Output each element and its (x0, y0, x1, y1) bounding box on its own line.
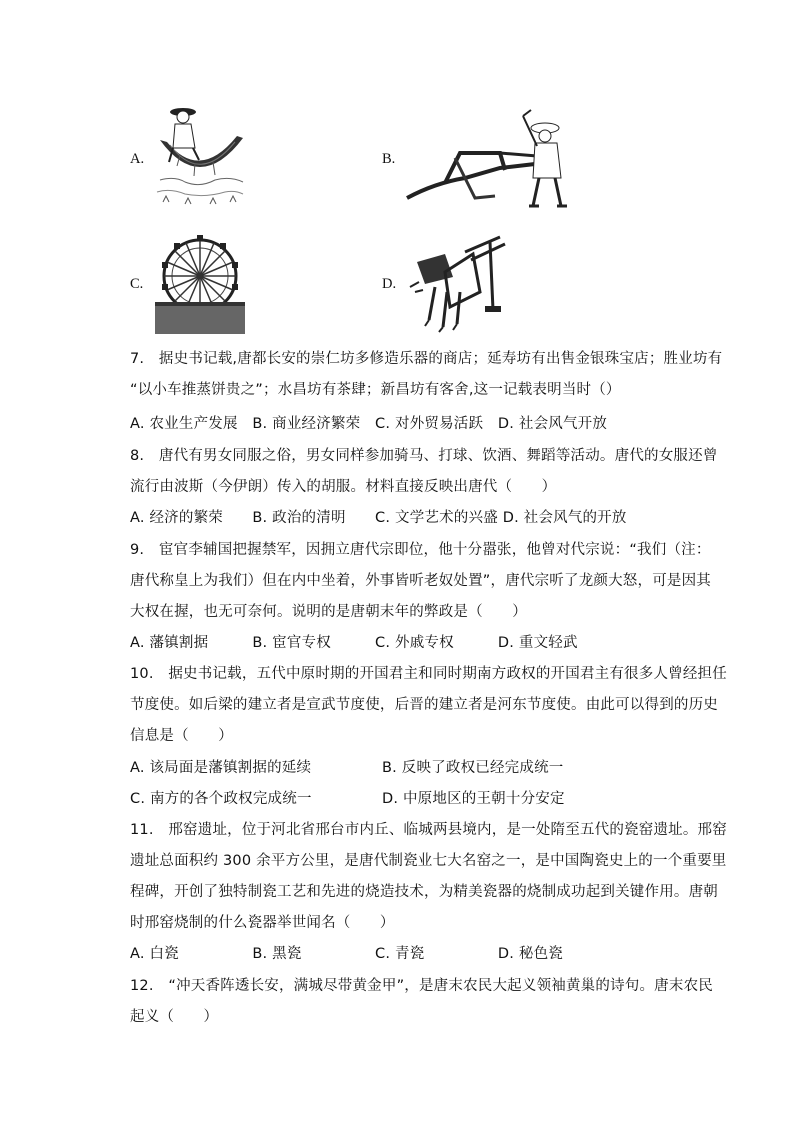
q8-text-line-2: 流行由波斯（今伊朗）传入的胡服。材料直接反映出唐代（ ） (130, 479, 557, 495)
q10-text-line-2: 节度使。如后梁的建立者是宣武节度使，后晋的建立者是河东节度使。由此可以得到的历史 (130, 697, 718, 713)
q11-text-line-4: 时邢窑烧制的什么瓷器举世闻名（ ） (130, 915, 395, 931)
q11-text-line-1: 11. 邢窑遗址，位于河北省邢台市内丘、临城两县境内，是一处隋至五代的瓷窑遗址。邢窑 (130, 822, 727, 838)
q10-text-line-3: 信息是（ ） (130, 728, 233, 744)
q12-text-line-2: 起义（ ） (130, 1009, 219, 1025)
q7-options: A. 农业生产发展 B. 商业经济繁荣 C. 对外贸易活跃 D. 社会风气开放 (130, 416, 608, 432)
option-a-image-waterwheel-rider (155, 100, 245, 212)
q10-option-b: B. 反映了政权已经完成统一 (382, 760, 564, 776)
q8-text-line-1: 8. 唐代有男女同服之俗，男女同样参加骑马、打球、饮酒、舞蹈等活动。唐代的女服还曾 (130, 448, 718, 464)
q7-text-line-2: “以小车推蒸饼贵之”；水昌坊有茶肆；新昌坊有客舍,这一记载表明当时（） (130, 382, 621, 398)
option-c-image-waterwheel-model (155, 232, 245, 334)
q11-text-line-2: 遗址总面积约 300 余平方公里，是唐代制瓷业七大名窑之一，是中国陶瓷史上的一个重要里 (130, 853, 727, 869)
q10-option-c: C. 南方的各个政权完成统一 (130, 791, 312, 807)
q11-options: A. 白瓷 B. 黑瓷 C. 青瓷 D. 秘色瓷 (130, 946, 563, 962)
q9-text-line-2: 唐代称皇上为我们）但在内中坐着，外事皆听老奴处置”，唐代宗听了龙颜大怒，可是因其 (130, 573, 712, 589)
q10-text-line-1: 10. 据史书记载，五代中原时期的开国君主和同时期南方政权的开国君主有很多人曾经担任 (130, 666, 727, 682)
q7-text-line-1: 7. 据史书记载,唐都长安的崇仁坊多修造乐器的商店；延寿坊有出售金银珠宝店；胜业坊有 (130, 351, 723, 367)
q9-text-line-3: 大权在握，也无可奈何。说明的是唐朝末年的弊政是（ ） (130, 604, 527, 620)
option-b-image-plough-farmer (405, 108, 580, 212)
option-d-label: D. (382, 276, 397, 292)
option-a-label: A. (130, 151, 145, 167)
q9-options: A. 藩镇割据 B. 宦官专权 C. 外戚专权 D. 重文轻武 (130, 635, 578, 651)
q10-option-a: A. 该局面是藩镇割据的延续 (130, 760, 312, 776)
q10-option-d: D. 中原地区的王朝十分安定 (382, 791, 565, 807)
q8-options: A. 经济的繁荣 B. 政治的清明 C. 文学艺术的兴盛 D. 社会风气的开放 (130, 510, 627, 526)
q11-text-line-3: 程碑，开创了独特制瓷工艺和先进的烧造技术，为精美瓷器的烧制成功起到关键作用。唐朝 (130, 884, 718, 900)
option-d-image-sowing-drill (405, 232, 515, 334)
option-b-label: B. (382, 151, 396, 167)
q12-text-line-1: 12. “冲天香阵透长安，满城尽带黄金甲”，是唐末农民大起义领袖黄巢的诗句。唐末农民 (130, 978, 713, 994)
q9-text-line-1: 9. 宦官李辅国把握禁军，因拥立唐代宗即位，他十分嚣张，他曾对代宗说：“我们（注： (130, 542, 711, 558)
option-c-label: C. (130, 276, 144, 292)
